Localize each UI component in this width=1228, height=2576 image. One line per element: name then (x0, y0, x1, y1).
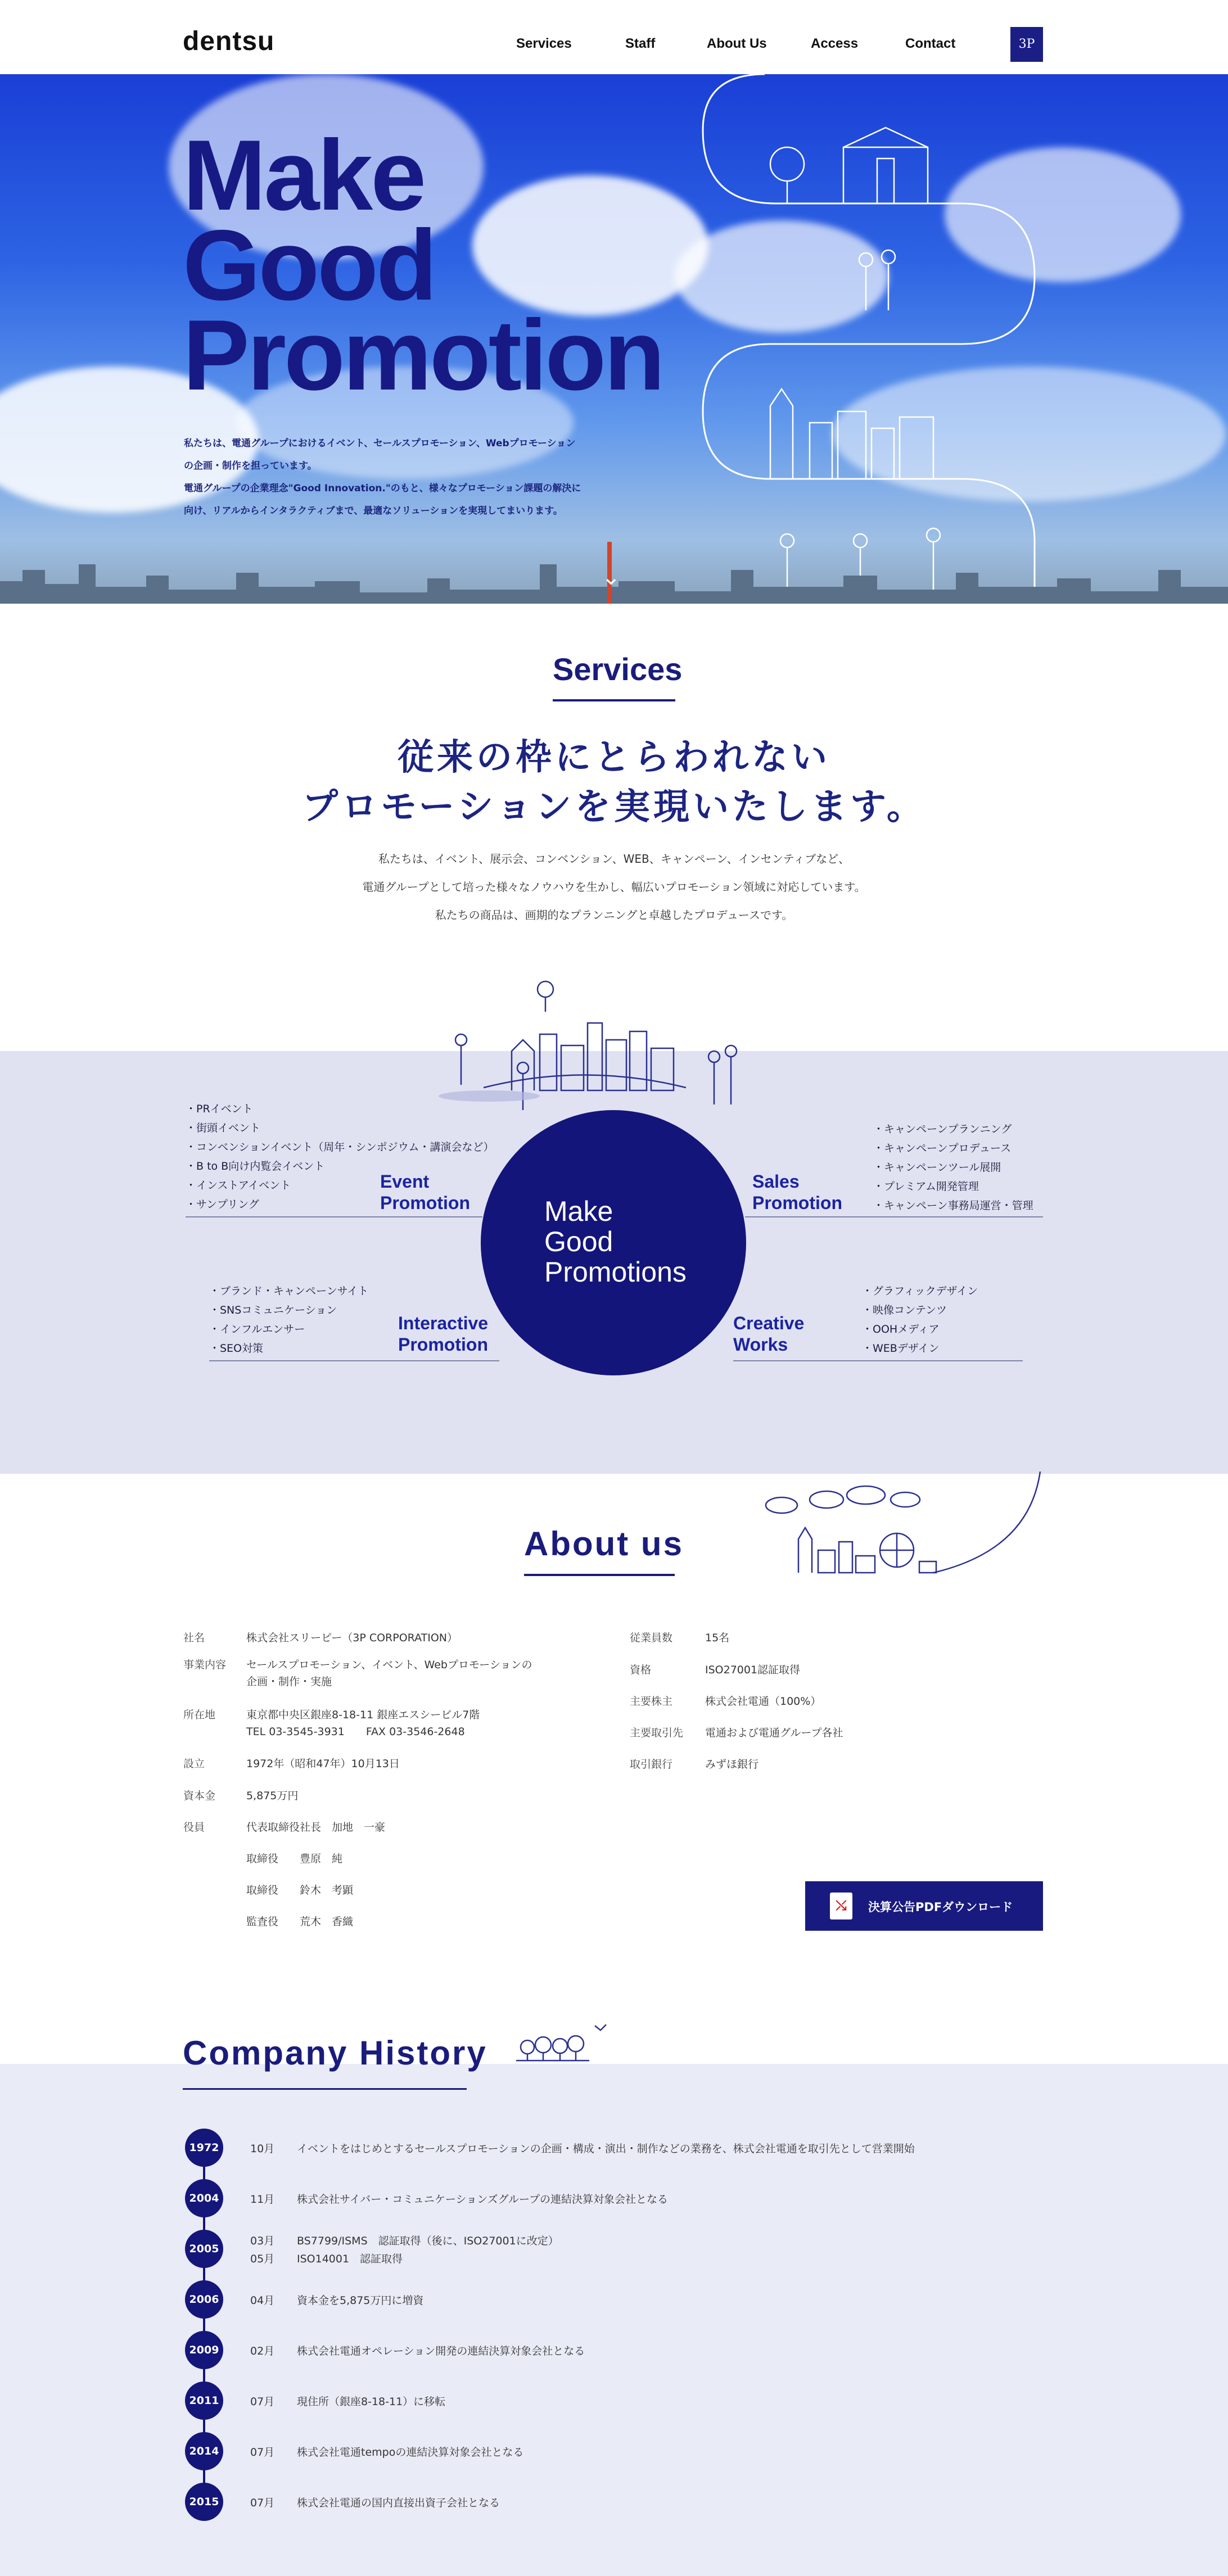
services-heading: プロモーションを実現いたします。 (302, 786, 926, 828)
nav-about-us[interactable]: About Us (707, 36, 767, 51)
about-officer: 取締役 豊原 純 (246, 1853, 343, 1865)
history-month: 04月 (250, 2294, 275, 2307)
history-month: 07月 (250, 2446, 275, 2459)
interactive-item: ・インフルエンサー (209, 1323, 305, 1335)
services-title: Services (553, 651, 683, 687)
circle-text: Promotions (544, 1256, 687, 1288)
creative-item: ・グラフィックデザイン (862, 1285, 978, 1297)
hero-title-line: Promotion (183, 299, 663, 411)
history-title-underline (183, 2088, 467, 2090)
about-value: 株式会社電通（100%） (705, 1695, 821, 1708)
category-title-line: Promotion (752, 1193, 842, 1213)
history-text: 現住所（銀座8-18-11）に移転 (297, 2396, 446, 2408)
hero-description: 向け、リアルからインタラクティブまで、最適なソリューションを実現してまいります。 (184, 505, 563, 517)
about-value: ISO27001認証取得 (705, 1664, 801, 1676)
about-officer: 監査役 荒木 香織 (246, 1916, 354, 1928)
interactive-promotion-title[interactable] (398, 1312, 488, 1355)
history-text: 株式会社電通tempoの連結決算対象会社となる (297, 2446, 524, 2459)
sales-item: ・キャンペーン事務局運営・管理 (873, 1199, 1033, 1212)
pdf-icon: ⤯ (830, 1893, 852, 1919)
about-label: 事業内容 (183, 1659, 227, 1671)
history-text: 株式会社電通オペレーション開発の連結決算対象会社となる (297, 2345, 585, 2357)
event-item: ・サンプリング (186, 1198, 259, 1211)
pdf-download-label: 決算公告PDFダウンロード (868, 1900, 1013, 1914)
about-value: 企画・制作・実施 (246, 1676, 332, 1688)
year-badge: 2004 (185, 2179, 223, 2217)
about-value: 東京都中央区銀座8-18-11 銀座エスシービル7階 (246, 1709, 480, 1721)
event-item: ・コンベンションイベント（周年・シンポジウム・講演会など） (186, 1141, 494, 1153)
hero-title-line: Make (183, 119, 425, 231)
nav-services[interactable]: Services (516, 36, 572, 51)
hero-description: 私たちは、電通グループにおけるイベント、セールスプロモーション、Webプロモーション (184, 438, 576, 449)
history-text: 資本金を5,875万円に増資 (297, 2294, 424, 2307)
history-month: 07月 (250, 2497, 275, 2509)
nav-contact[interactable]: Contact (905, 36, 956, 51)
3p-logo-badge[interactable]: 3P (1010, 27, 1043, 62)
event-promotion-title[interactable] (380, 1171, 470, 1214)
about-value: 5,875万円 (246, 1790, 299, 1802)
about-label: 取引銀行 (630, 1758, 673, 1771)
about-value: セールスプロモーション、イベント、Webプロモーションの (246, 1659, 532, 1671)
year-badge: 2015 (185, 2483, 223, 2521)
services-heading: 従来の枠にとらわれない (398, 737, 830, 778)
about-label: 主要株主 (630, 1695, 673, 1708)
services-description: 私たちの商品は、画期的なプランニングと卓越したプロデュースです。 (435, 908, 793, 922)
category-title-line: Promotion (398, 1334, 488, 1355)
history-text: BS7799/ISMS 認証取得（後に、ISO27001に改定） (297, 2235, 559, 2247)
site-header (0, 0, 1228, 74)
year-badge: 2011 (185, 2382, 223, 2420)
about-label: 資本金 (183, 1790, 216, 1802)
circle-text: Good (544, 1226, 613, 1257)
history-month: 11月 (250, 2193, 275, 2206)
category-title-line: Promotion (380, 1193, 470, 1213)
history-month: 05月 (250, 2253, 275, 2265)
hero-title (183, 119, 663, 411)
event-item: ・街頭イベント (186, 1122, 261, 1134)
sales-item: ・プレミアム開発管理 (873, 1180, 979, 1193)
about-value: 電通および電通グループ各社 (705, 1727, 843, 1739)
interactive-item: ・ブランド・キャンペーンサイト (209, 1285, 369, 1297)
about-label: 社名 (183, 1632, 205, 1644)
about-label: 設立 (183, 1758, 205, 1770)
divider (733, 1360, 1023, 1361)
chevron-down-icon[interactable]: ⌄ (602, 564, 621, 590)
history-month: 02月 (250, 2345, 275, 2357)
hero-description: の企画・制作を担っています。 (184, 460, 317, 472)
category-title-line: Sales (752, 1171, 800, 1192)
trees-bird-illustration (516, 2018, 612, 2063)
nav-staff[interactable]: Staff (625, 36, 656, 51)
services-description: 私たちは、イベント、展示会、コンベンション、WEB、キャンペーン、インセンティブなど、 (378, 852, 850, 866)
about-city-illustration (765, 1472, 1046, 1584)
interactive-item: ・SNSコミュニケーション (209, 1304, 337, 1316)
about-label: 資格 (630, 1664, 652, 1676)
about-title-underline (524, 1574, 675, 1576)
history-text: イベントをはじめとするセールスプロモーションの企画・構成・演出・制作などの業務を、株式会社電通を取引先として営業開始 (297, 2143, 915, 2155)
history-month: 10月 (250, 2143, 275, 2155)
hero-title-line: Good (183, 209, 435, 321)
year-badge: 2014 (185, 2432, 223, 2470)
about-value: TEL 03-3545-3931 FAX 03-3546-2648 (246, 1726, 465, 1738)
hero-section (0, 74, 1228, 604)
about-value: 15名 (705, 1632, 730, 1644)
history-text: ISO14001 認証取得 (297, 2253, 403, 2265)
hero-line-illustration (697, 74, 1046, 604)
category-title-line: Interactive (398, 1313, 489, 1333)
make-good-promotions-circle (481, 1110, 746, 1375)
about-label: 所在地 (183, 1709, 216, 1721)
dentsu-logo[interactable]: dentsu (183, 26, 275, 56)
history-month: 03月 (250, 2235, 275, 2247)
category-title-line: Works (733, 1334, 788, 1355)
history-text: 株式会社電通の国内直接出資子会社となる (297, 2497, 500, 2509)
event-item: ・PRイベント (186, 1103, 253, 1115)
about-value: 株式会社スリーピー（3P CORPORATION） (246, 1632, 458, 1644)
about-officer: 取締役 鈴木 考顕 (246, 1884, 354, 1896)
pdf-download-button[interactable] (805, 1881, 1043, 1931)
about-label: 主要取引先 (630, 1727, 684, 1739)
sales-item: ・キャンペーンツール展開 (873, 1161, 1001, 1174)
creative-works-title[interactable] (733, 1312, 804, 1355)
interactive-item: ・SEO対策 (209, 1342, 264, 1355)
history-month: 07月 (250, 2396, 275, 2408)
divider (186, 1216, 482, 1217)
year-badge: 2005 (185, 2230, 223, 2268)
divider (209, 1360, 499, 1361)
history-text: 株式会社サイバー・コミュニケーションズグループの連結決算対象会社となる (297, 2193, 669, 2206)
creative-item: ・WEBデザイン (862, 1342, 940, 1355)
company-history-title: Company History (183, 2034, 487, 2072)
event-item: ・B to B向け内覧会イベント (186, 1160, 325, 1172)
creative-item: ・映像コンテンツ (862, 1304, 947, 1316)
circle-text: Make (544, 1196, 613, 1227)
category-title-line: Event (380, 1171, 430, 1192)
about-us-title: About us (524, 1525, 684, 1563)
city-people-illustration (416, 978, 765, 1113)
services-description: 電通グループとして培った様々なノウハウを生かし、幅広いプロモーション領域に対応しています。 (362, 880, 866, 894)
creative-item: ・OOHメディア (862, 1323, 940, 1335)
about-value: 代表取締役社長 加地 一豪 (246, 1821, 386, 1833)
about-value: みずほ銀行 (705, 1758, 759, 1771)
divider (745, 1216, 1043, 1217)
year-badge: 2006 (185, 2280, 223, 2319)
sales-item: ・キャンペーンプランニング (873, 1123, 1012, 1135)
nav-access[interactable]: Access (811, 36, 859, 51)
event-item: ・インストアイベント (186, 1179, 291, 1192)
category-title-line: Creative (733, 1313, 805, 1333)
about-label: 従業員数 (630, 1632, 673, 1644)
about-label: 役員 (183, 1821, 205, 1833)
about-value: 1972年（昭和47年）10月13日 (246, 1758, 400, 1770)
year-badge: 2009 (185, 2331, 223, 2369)
hero-description: 電通グループの企業理念"Good Innovation."のもと、様々なプロモーション課題の解決に (184, 483, 581, 494)
sales-item: ・キャンペーンプロデュース (873, 1142, 1012, 1155)
sales-promotion-title[interactable] (752, 1171, 842, 1214)
services-title-underline (553, 699, 675, 701)
year-badge: 1972 (185, 2129, 223, 2167)
